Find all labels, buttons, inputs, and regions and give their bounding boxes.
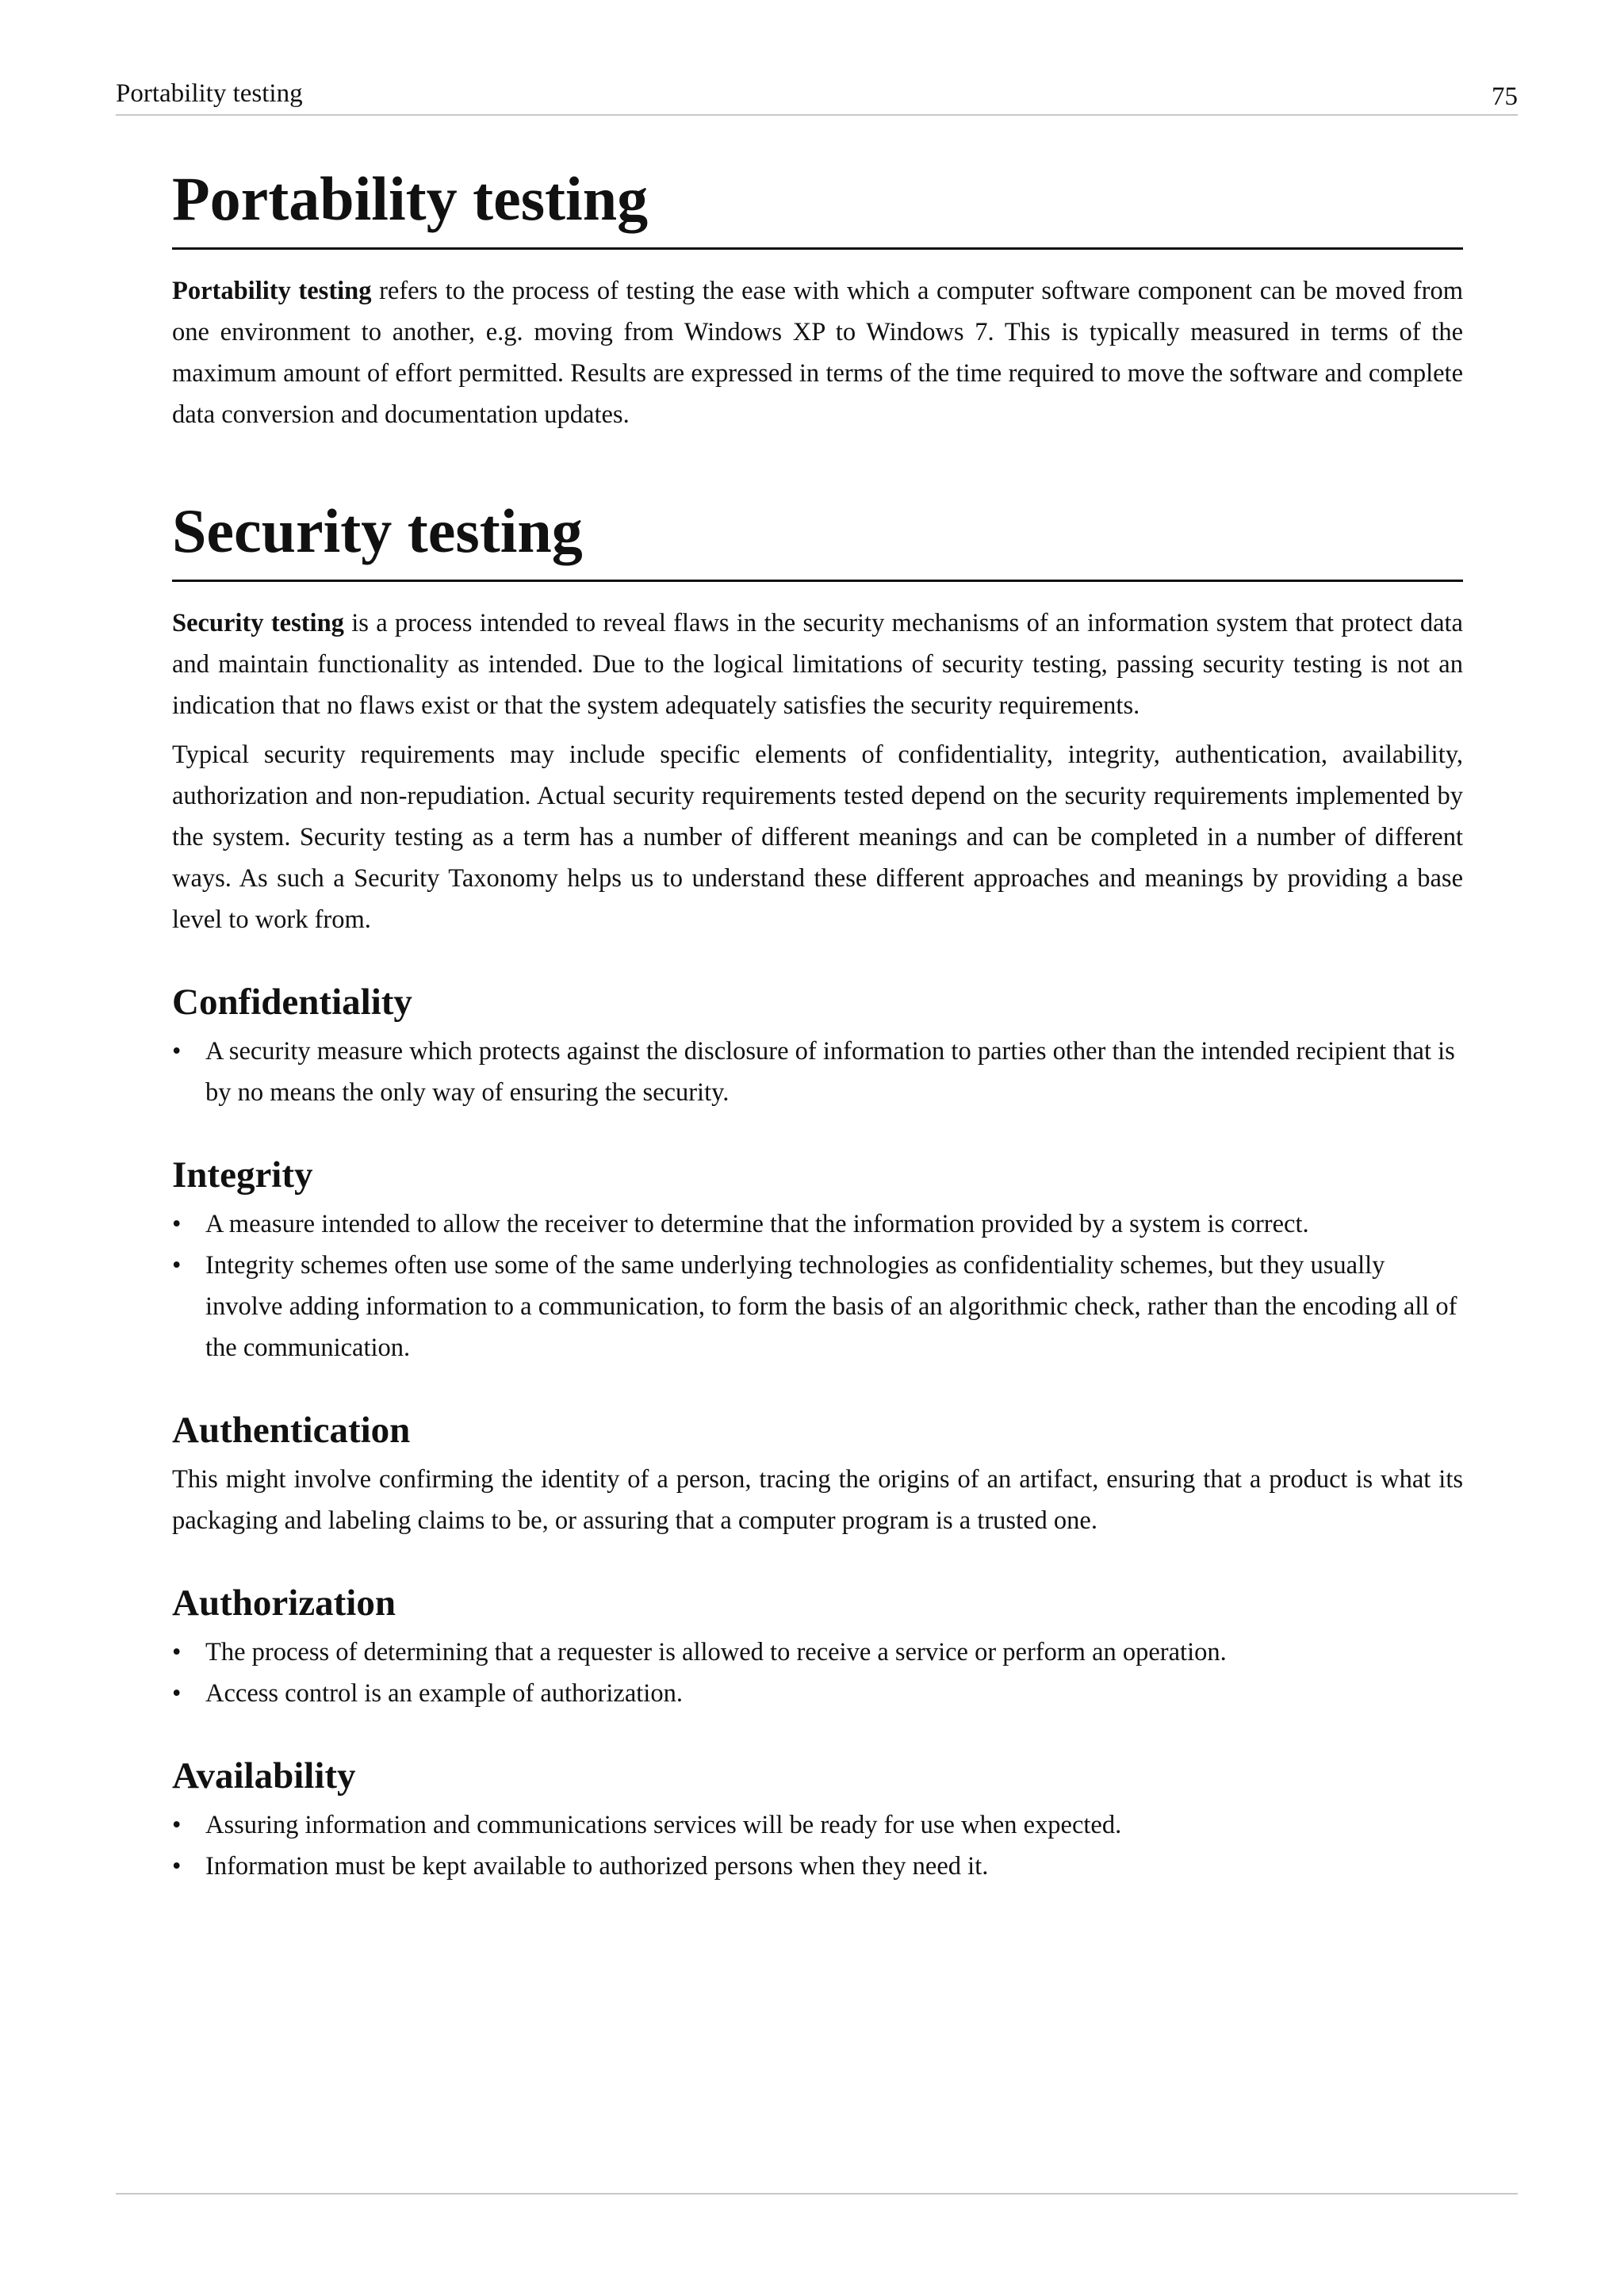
authentication-heading: Authentication [172,1410,411,1451]
portability-heading: Portability testing [172,155,1463,250]
bullet-icon: • [172,1852,182,1881]
list-item [172,1846,1463,1887]
portability-term: Portability testing [172,277,372,305]
bullet-icon: • [172,1811,182,1839]
portability-section [172,155,1463,435]
security-paragraph-1 [172,603,1463,726]
page-number: 75 [1492,82,1518,111]
list-item [172,1031,1463,1113]
list-item-text: A measure intended to allow the receiver to determine that the information provided by a system is correct. [205,1210,1309,1238]
footer-rule [116,2193,1518,2195]
portability-text: refers to the process of testing the ease with which a computer software component can be moved from one environment to another, e.g. moving from Windows XP to Windows 7. This is typically measured in terms of the maximum amount of effort permitted. Results are expressed in terms of the time required to move the software and complete data conversion and documentation updates. [172,277,1463,429]
portability-paragraph [172,270,1463,435]
security-heading: Security testing [172,488,1463,582]
list-item [172,1632,1463,1673]
security-section [172,488,1463,1887]
integrity-list [172,1203,1463,1368]
list-item-text: A security measure which protects against the disclosure of information to parties other than the intended recipient that is by no means the only way of ensuring the security. [205,1037,1455,1107]
bullet-icon: • [172,1037,182,1066]
confidentiality-list [172,1031,1463,1113]
security-term: Security testing [172,609,344,637]
bullet-icon: • [172,1251,182,1280]
authorization-list [172,1632,1463,1714]
bullet-icon: • [172,1210,182,1238]
availability-heading: Availability [172,1755,356,1797]
list-item-text: Integrity schemes often use some of the same underlying technologies as confidentiality schemes, but they usually involve adding information to a communication, to form the basis of an algorithmic check, rather than the encoding all of the communication. [205,1251,1457,1362]
availability-list [172,1804,1463,1887]
list-item-text: Assuring information and communications services will be ready for use when expected. [205,1811,1122,1839]
running-header-title: Portability testing [116,79,303,108]
list-item-text: The process of determining that a requester is allowed to receive a service or perform an operation. [205,1638,1227,1667]
confidentiality-heading: Confidentiality [172,982,412,1023]
list-item [172,1673,1463,1714]
list-item [172,1804,1463,1846]
security-paragraph-2: Typical security requirements may include specific elements of confidentiality, integrity, authentication, availability, authorization and non-repudiation. Actual security requirements tested depend on the security requirements implemented by the system. Security testing as a term has a number of different meanings and can be completed in a number of different ways. As such a Security Taxonomy helps us to understand these different approaches and meanings by providing a base level to work from. [172,740,1463,934]
running-header [116,78,1518,116]
security-paragraph-1-text: is a process intended to reveal flaws in the security mechanisms of an information system that protect data and maintain functionality as intended. Due to the logical limitations of security testing, passing security testing is not an indication that no flaws exist or that the system adequately satisfies the security requirements. [172,609,1463,720]
page-content [172,155,1463,1887]
list-item-text: Access control is an example of authorization. [205,1679,683,1708]
authentication-paragraph: This might involve confirming the identity of a person, tracing the origins of an artifact, ensuring that a product is what its packaging and labeling claims to be, or assuring that a computer program is a trusted one. [172,1465,1463,1535]
bullet-icon: • [172,1679,182,1708]
integrity-heading: Integrity [172,1154,313,1196]
list-item [172,1203,1463,1245]
list-item [172,1245,1463,1368]
list-item-text: Information must be kept available to authorized persons when they need it. [205,1852,989,1881]
bullet-icon: • [172,1638,182,1667]
authorization-heading: Authorization [172,1582,396,1624]
